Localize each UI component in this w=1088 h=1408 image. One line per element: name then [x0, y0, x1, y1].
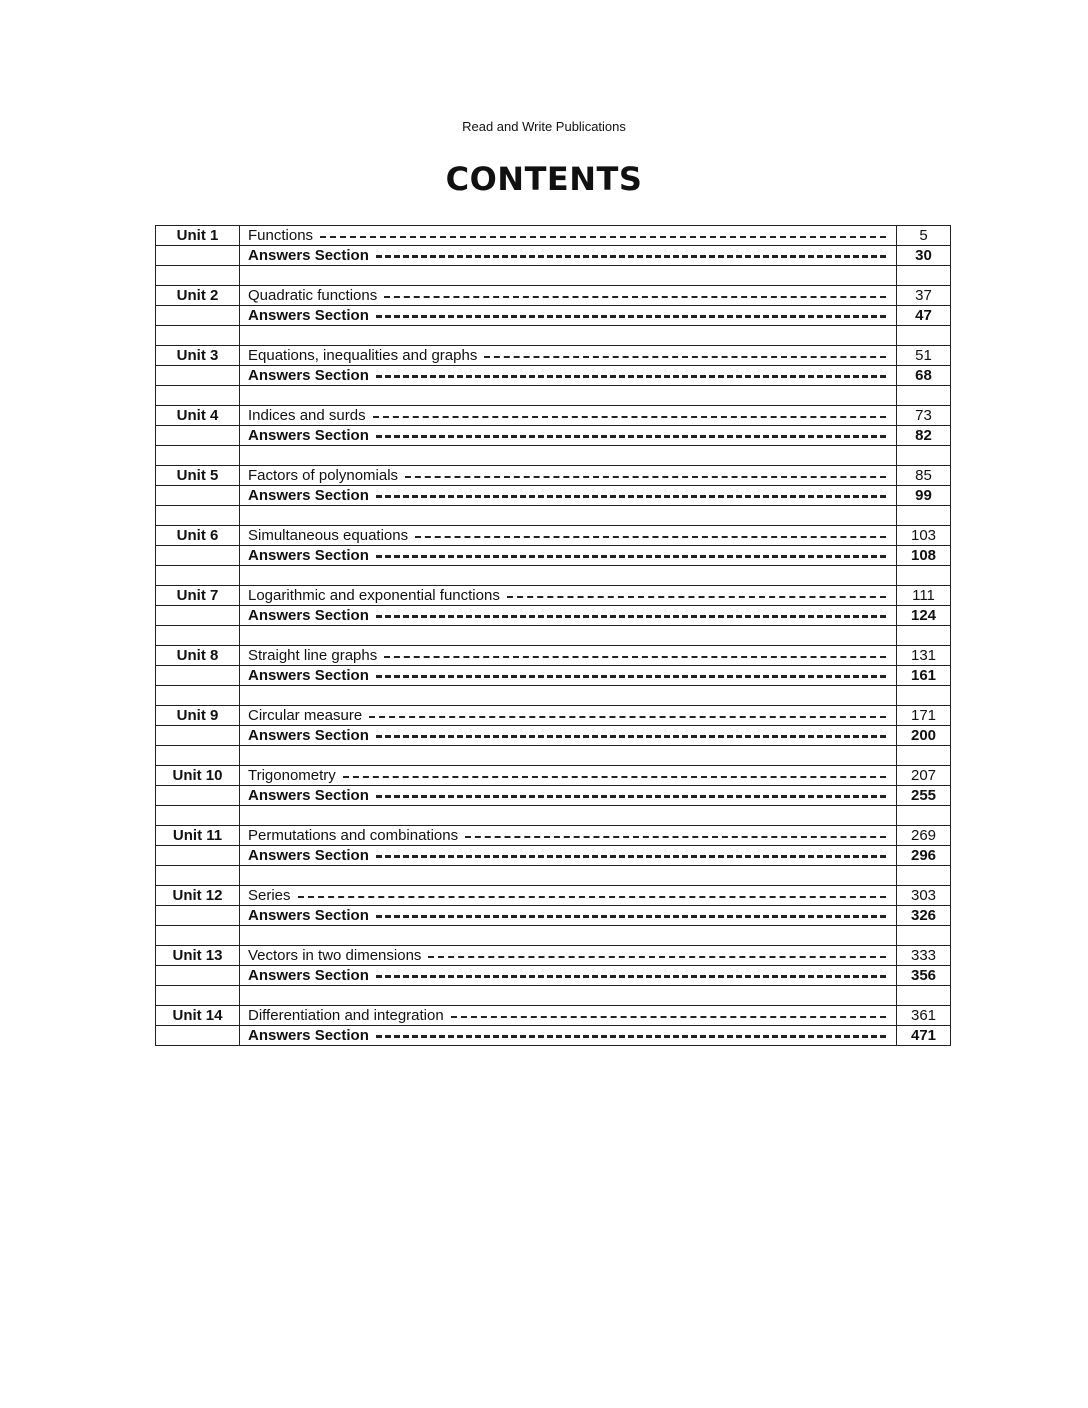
toc-unit-row — [156, 946, 951, 966]
dotted-leader — [369, 716, 886, 718]
toc-unit-row — [156, 406, 951, 426]
toc-entry-cell — [240, 946, 897, 966]
unit-label: Unit 5 — [156, 466, 240, 486]
toc-entry-cell — [240, 306, 897, 326]
unit-label-empty — [156, 846, 240, 866]
answers-page-number: 82 — [897, 426, 951, 446]
dotted-leader — [376, 675, 886, 678]
toc-answers-row — [156, 606, 951, 626]
page-number: 73 — [897, 406, 951, 426]
dotted-leader — [376, 795, 886, 798]
unit-label: Unit 1 — [156, 226, 240, 246]
toc-unit-row — [156, 526, 951, 546]
page-number: 131 — [897, 646, 951, 666]
page-number: 111 — [897, 586, 951, 606]
spacer-cell — [897, 506, 951, 526]
dotted-leader — [384, 296, 886, 298]
answers-section-link[interactable]: Answers Section — [248, 247, 369, 264]
dotted-leader — [376, 915, 886, 918]
toc-answers-row — [156, 486, 951, 506]
toc-unit-row — [156, 1006, 951, 1026]
unit-title-link[interactable]: Straight line graphs — [248, 647, 378, 664]
toc-entry-cell — [240, 906, 897, 926]
spacer-cell — [897, 686, 951, 706]
answers-section-link[interactable]: Answers Section — [248, 367, 369, 384]
answers-page-number: 326 — [897, 906, 951, 926]
unit-label-empty — [156, 606, 240, 626]
spacer-cell — [897, 386, 951, 406]
unit-label: Unit 13 — [156, 946, 240, 966]
unit-title-link[interactable]: Series — [248, 887, 291, 904]
toc-entry-cell — [240, 766, 897, 786]
answers-page-number: 68 — [897, 366, 951, 386]
toc-answers-row — [156, 546, 951, 566]
toc-entry-cell — [240, 466, 897, 486]
toc-answers-row — [156, 306, 951, 326]
unit-label: Unit 12 — [156, 886, 240, 906]
spacer-cell — [156, 806, 240, 826]
answers-section-link[interactable]: Answers Section — [248, 727, 369, 744]
dotted-leader — [298, 896, 886, 898]
unit-label: Unit 3 — [156, 346, 240, 366]
toc-answers-row — [156, 786, 951, 806]
toc-entry-cell — [240, 886, 897, 906]
answers-page-number: 30 — [897, 246, 951, 266]
answers-section-link[interactable]: Answers Section — [248, 967, 369, 984]
publisher-name: Read and Write Publications — [462, 119, 626, 134]
unit-label-empty — [156, 966, 240, 986]
spacer-cell — [897, 566, 951, 586]
toc-spacer-row — [156, 446, 951, 466]
answers-section-link[interactable]: Answers Section — [248, 307, 369, 324]
page-number: 85 — [897, 466, 951, 486]
unit-label: Unit 2 — [156, 286, 240, 306]
toc-unit-row — [156, 706, 951, 726]
toc-entry-cell — [240, 1006, 897, 1026]
toc-entry-cell — [240, 346, 897, 366]
dotted-leader — [320, 236, 886, 238]
toc-entry-cell — [240, 526, 897, 546]
contents-table — [155, 225, 951, 1046]
spacer-cell — [156, 866, 240, 886]
toc-entry-cell — [240, 726, 897, 746]
spacer-cell — [240, 506, 897, 526]
unit-label: Unit 7 — [156, 586, 240, 606]
toc-entry-cell — [240, 606, 897, 626]
dotted-leader — [373, 416, 886, 418]
dotted-leader — [376, 435, 886, 438]
spacer-cell — [156, 326, 240, 346]
spacer-cell — [156, 386, 240, 406]
dotted-leader — [405, 476, 886, 478]
unit-title-link[interactable]: Permutations and combinations — [248, 827, 459, 844]
answers-section-link[interactable]: Answers Section — [248, 1027, 369, 1044]
dotted-leader — [376, 375, 886, 378]
unit-title-link[interactable]: Simultaneous equations — [248, 527, 409, 544]
dotted-leader — [376, 615, 886, 618]
dotted-leader — [428, 956, 886, 958]
spacer-cell — [897, 626, 951, 646]
page-number: 51 — [897, 346, 951, 366]
unit-label-empty — [156, 786, 240, 806]
unit-label-empty — [156, 486, 240, 506]
toc-entry-cell — [240, 1026, 897, 1046]
toc-answers-row — [156, 1026, 951, 1046]
toc-spacer-row — [156, 986, 951, 1006]
dotted-leader — [376, 495, 886, 498]
answers-section-link[interactable]: Answers Section — [248, 787, 369, 804]
dotted-leader — [384, 656, 886, 658]
unit-label: Unit 4 — [156, 406, 240, 426]
page-number: 333 — [897, 946, 951, 966]
spacer-cell — [240, 566, 897, 586]
answers-page-number: 255 — [897, 786, 951, 806]
answers-page-number: 356 — [897, 966, 951, 986]
spacer-cell — [156, 566, 240, 586]
spacer-cell — [156, 506, 240, 526]
unit-label-empty — [156, 366, 240, 386]
unit-label-empty — [156, 546, 240, 566]
toc-answers-row — [156, 726, 951, 746]
spacer-cell — [897, 266, 951, 286]
toc-unit-row — [156, 346, 951, 366]
page-number: 303 — [897, 886, 951, 906]
toc-spacer-row — [156, 326, 951, 346]
toc-entry-cell — [240, 486, 897, 506]
toc-spacer-row — [156, 806, 951, 826]
spacer-cell — [156, 986, 240, 1006]
spacer-cell — [897, 746, 951, 766]
toc-unit-row — [156, 226, 951, 246]
unit-title-link[interactable]: Quadratic functions — [248, 287, 378, 304]
dotted-leader — [465, 836, 886, 838]
spacer-cell — [897, 986, 951, 1006]
answers-page-number: 108 — [897, 546, 951, 566]
unit-label-empty — [156, 906, 240, 926]
spacer-cell — [240, 866, 897, 886]
toc-entry-cell — [240, 586, 897, 606]
toc-unit-row — [156, 586, 951, 606]
toc-spacer-row — [156, 386, 951, 406]
toc-entry-cell — [240, 226, 897, 246]
toc-unit-row — [156, 766, 951, 786]
spacer-cell — [156, 446, 240, 466]
spacer-cell — [897, 926, 951, 946]
toc-spacer-row — [156, 686, 951, 706]
toc-entry-cell — [240, 666, 897, 686]
unit-title-link[interactable]: Factors of polynomials — [248, 467, 399, 484]
unit-label-empty — [156, 306, 240, 326]
spacer-cell — [240, 926, 897, 946]
answers-section-link[interactable]: Answers Section — [248, 607, 369, 624]
dotted-leader — [507, 596, 886, 598]
unit-title-link[interactable]: Functions — [248, 227, 314, 244]
page-number: 171 — [897, 706, 951, 726]
unit-label: Unit 10 — [156, 766, 240, 786]
toc-unit-row — [156, 646, 951, 666]
spacer-cell — [240, 986, 897, 1006]
toc-entry-cell — [240, 366, 897, 386]
toc-answers-row — [156, 366, 951, 386]
answers-section-link[interactable]: Answers Section — [248, 847, 369, 864]
unit-label: Unit 14 — [156, 1006, 240, 1026]
unit-label-empty — [156, 666, 240, 686]
dotted-leader — [415, 536, 886, 538]
unit-title-link[interactable]: Vectors in two dimensions — [248, 947, 422, 964]
toc-unit-row — [156, 286, 951, 306]
answers-page-number: 124 — [897, 606, 951, 626]
answers-section-link[interactable]: Answers Section — [248, 487, 369, 504]
unit-label-empty — [156, 1026, 240, 1046]
dotted-leader — [376, 1035, 886, 1038]
toc-entry-cell — [240, 706, 897, 726]
unit-label: Unit 6 — [156, 526, 240, 546]
answers-page-number: 200 — [897, 726, 951, 746]
spacer-cell — [240, 806, 897, 826]
page-number: 103 — [897, 526, 951, 546]
dotted-leader — [376, 555, 886, 558]
spacer-cell — [240, 326, 897, 346]
spacer-cell — [897, 446, 951, 466]
toc-unit-row — [156, 826, 951, 846]
toc-spacer-row — [156, 746, 951, 766]
toc-entry-cell — [240, 546, 897, 566]
toc-answers-row — [156, 426, 951, 446]
spacer-cell — [156, 686, 240, 706]
toc-answers-row — [156, 246, 951, 266]
spacer-cell — [156, 926, 240, 946]
answers-section-link[interactable]: Answers Section — [248, 427, 369, 444]
answers-page-number: 47 — [897, 306, 951, 326]
answers-page-number: 99 — [897, 486, 951, 506]
spacer-cell — [240, 266, 897, 286]
page-number: 37 — [897, 286, 951, 306]
toc-entry-cell — [240, 966, 897, 986]
spacer-cell — [240, 446, 897, 466]
unit-label: Unit 9 — [156, 706, 240, 726]
toc-entry-cell — [240, 406, 897, 426]
dotted-leader — [451, 1016, 886, 1018]
spacer-cell — [240, 746, 897, 766]
unit-title-link[interactable]: Trigonometry — [248, 767, 336, 784]
spacer-cell — [156, 626, 240, 646]
unit-title-link[interactable]: Indices and surds — [248, 407, 366, 424]
unit-title-link[interactable]: Differentiation and integration — [248, 1007, 444, 1024]
unit-label-empty — [156, 726, 240, 746]
unit-title-link[interactable]: Circular measure — [248, 707, 363, 724]
dotted-leader — [484, 356, 886, 358]
page-number: 361 — [897, 1006, 951, 1026]
spacer-cell — [897, 806, 951, 826]
spacer-cell — [240, 626, 897, 646]
spacer-cell — [897, 326, 951, 346]
answers-page-number: 161 — [897, 666, 951, 686]
unit-title-link[interactable]: Equations, inequalities and graphs — [248, 347, 478, 364]
contents-table-body — [156, 226, 951, 1046]
toc-spacer-row — [156, 626, 951, 646]
page-title: CONTENTS — [445, 160, 643, 198]
dotted-leader — [376, 315, 886, 318]
answers-page-number: 296 — [897, 846, 951, 866]
spacer-cell — [240, 686, 897, 706]
toc-entry-cell — [240, 786, 897, 806]
spacer-cell — [156, 746, 240, 766]
toc-entry-cell — [240, 826, 897, 846]
answers-section-link[interactable]: Answers Section — [248, 547, 369, 564]
toc-answers-row — [156, 846, 951, 866]
toc-unit-row — [156, 466, 951, 486]
toc-entry-cell — [240, 646, 897, 666]
unit-label-empty — [156, 246, 240, 266]
spacer-cell — [240, 386, 897, 406]
toc-spacer-row — [156, 926, 951, 946]
answers-section-link[interactable]: Answers Section — [248, 667, 369, 684]
spacer-cell — [897, 866, 951, 886]
toc-entry-cell — [240, 846, 897, 866]
dotted-leader — [376, 855, 886, 858]
answers-page-number: 471 — [897, 1026, 951, 1046]
unit-label-empty — [156, 426, 240, 446]
dotted-leader — [376, 255, 886, 258]
page-number: 5 — [897, 226, 951, 246]
toc-answers-row — [156, 906, 951, 926]
toc-answers-row — [156, 666, 951, 686]
toc-spacer-row — [156, 266, 951, 286]
dotted-leader — [376, 975, 886, 978]
unit-label: Unit 8 — [156, 646, 240, 666]
toc-entry-cell — [240, 246, 897, 266]
page-number: 207 — [897, 766, 951, 786]
toc-entry-cell — [240, 286, 897, 306]
dotted-leader — [343, 776, 886, 778]
toc-spacer-row — [156, 566, 951, 586]
unit-label: Unit 11 — [156, 826, 240, 846]
page-number: 269 — [897, 826, 951, 846]
spacer-cell — [156, 266, 240, 286]
toc-entry-cell — [240, 426, 897, 446]
toc-unit-row — [156, 886, 951, 906]
dotted-leader — [376, 735, 886, 738]
answers-section-link[interactable]: Answers Section — [248, 907, 369, 924]
toc-spacer-row — [156, 506, 951, 526]
toc-spacer-row — [156, 866, 951, 886]
toc-answers-row — [156, 966, 951, 986]
unit-title-link[interactable]: Logarithmic and exponential functions — [248, 587, 500, 604]
